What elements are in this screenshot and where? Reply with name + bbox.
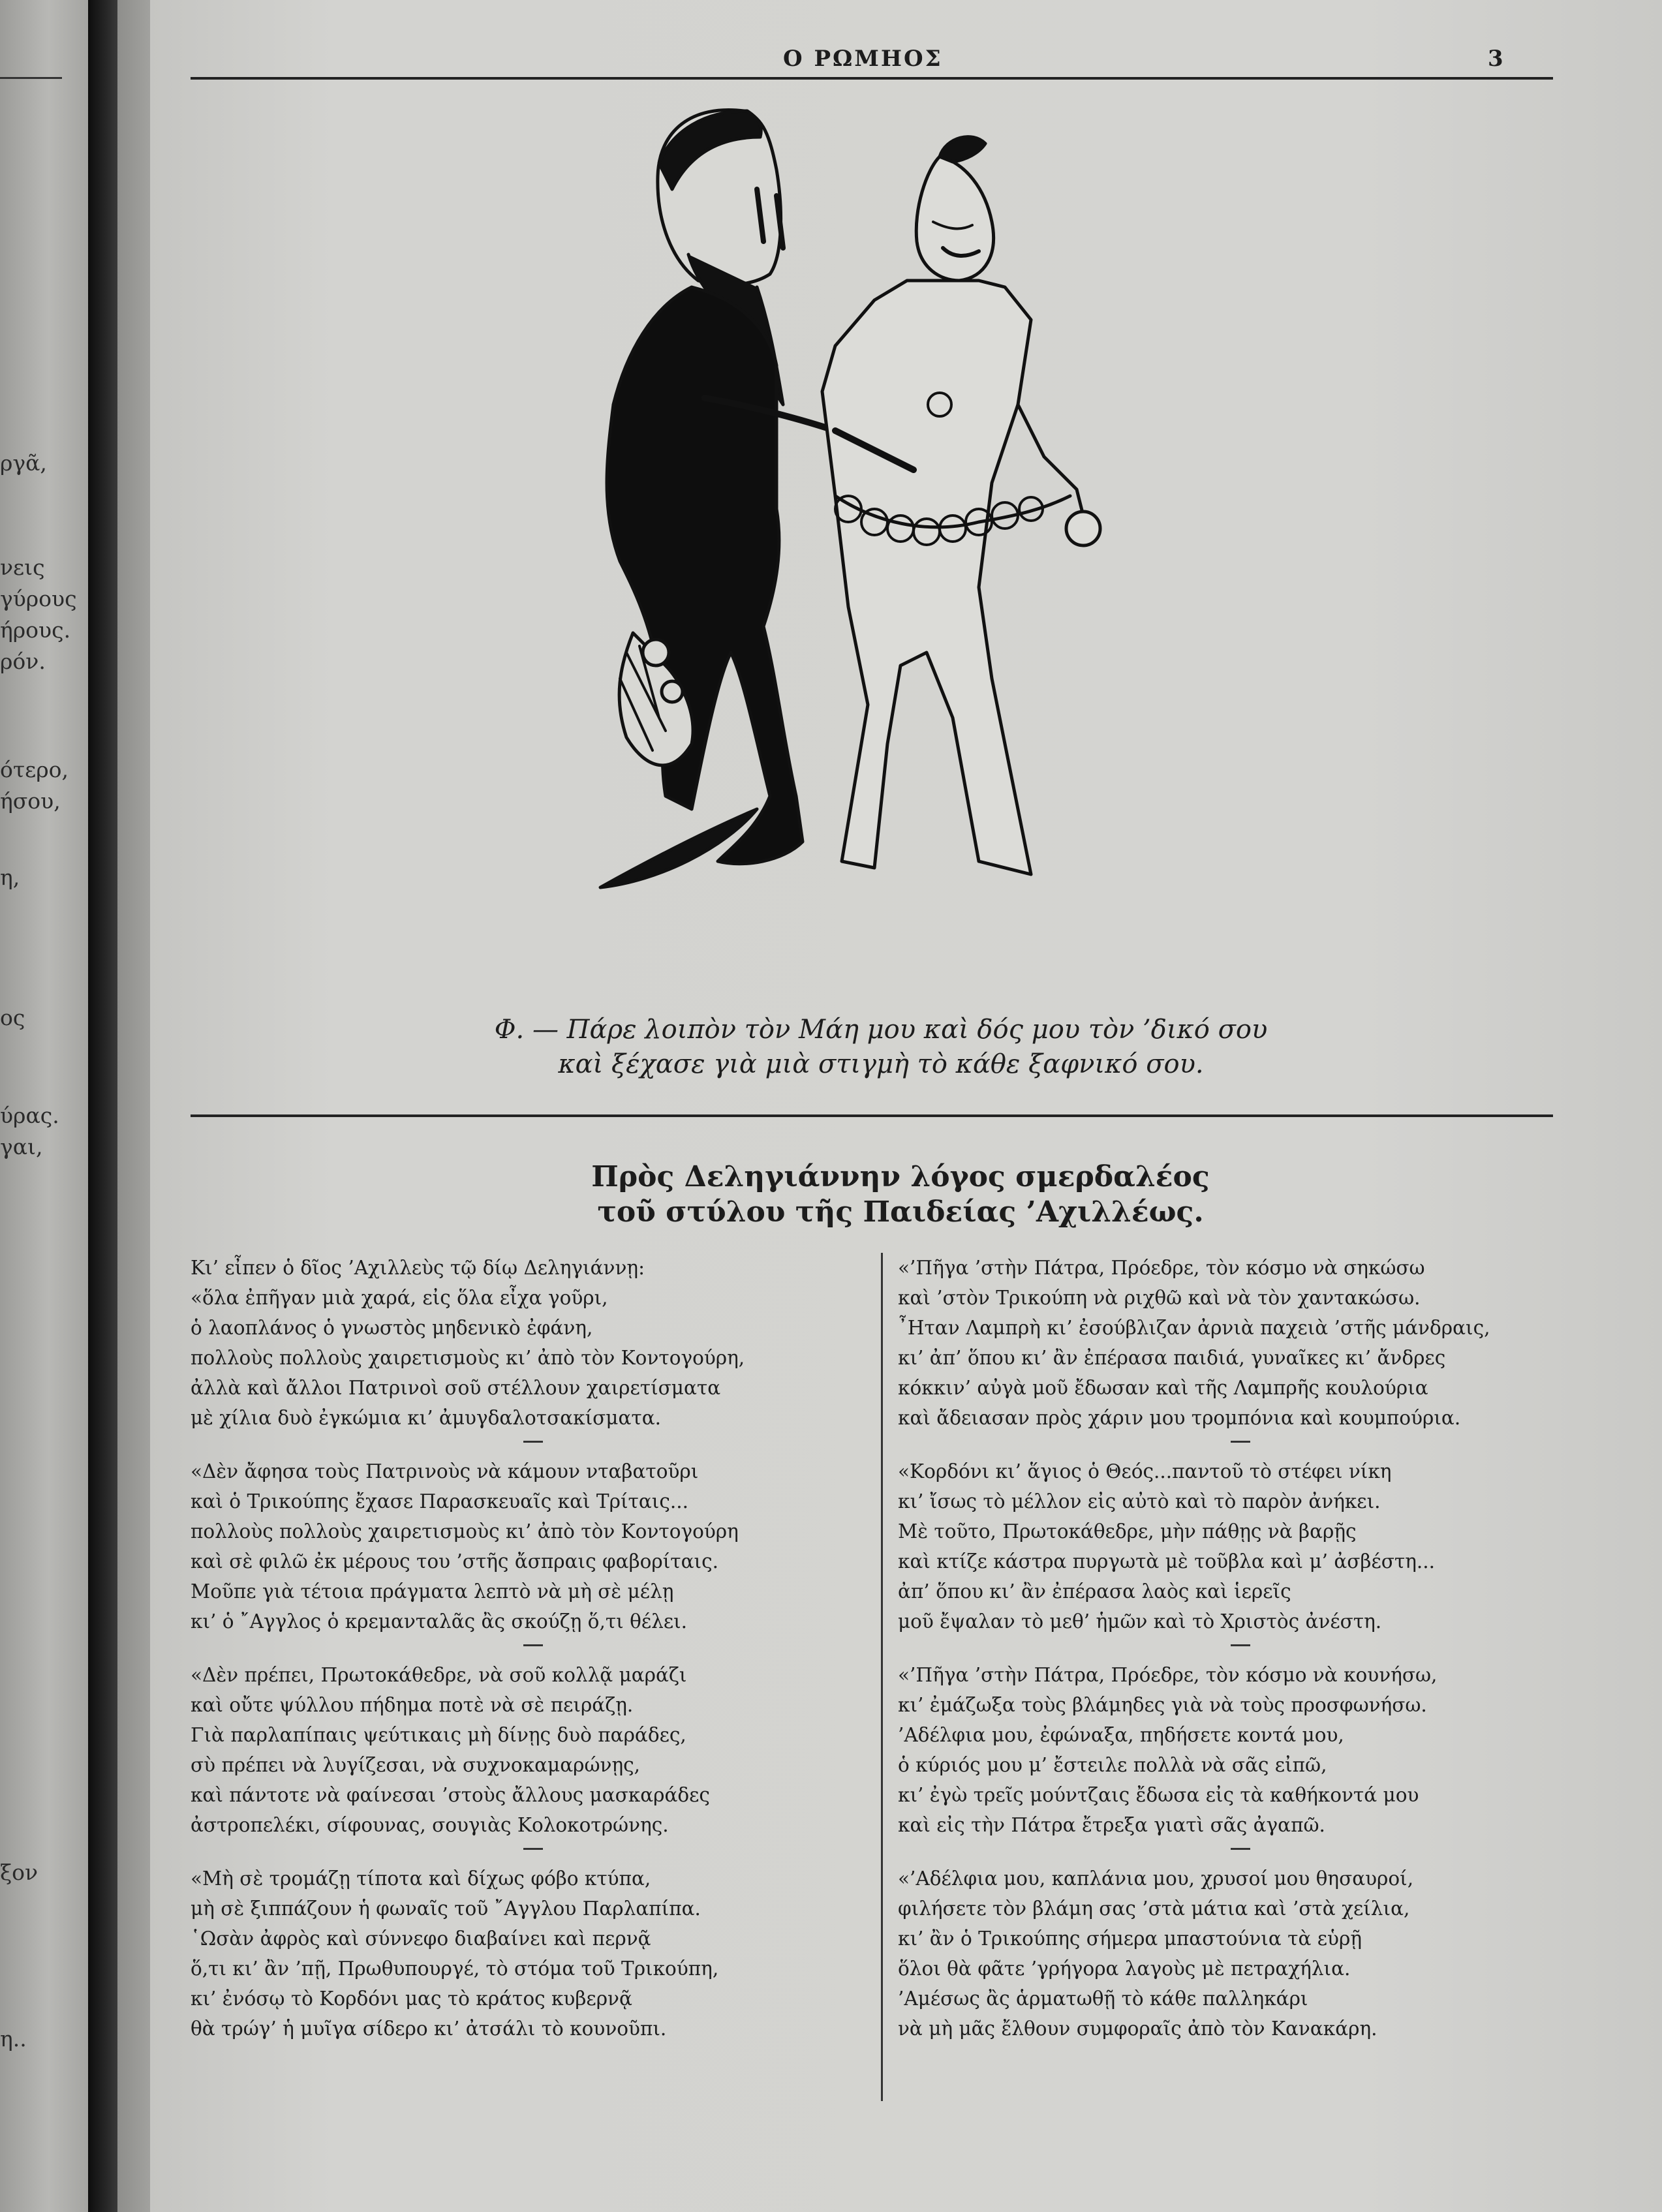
verse-line: «ὅλα ἐπῆγαν μιὰ χαρά, εἰς ὅλα εἶχα γοῦρι, bbox=[191, 1287, 608, 1309]
verse-line: σὺ πρέπει νὰ λυγίζεσαι, νὰ συχνοκαμαρώνῃς, bbox=[191, 1754, 641, 1776]
verse-line: ἀλλὰ καὶ ἄλλοι Πατρινοὶ σοῦ στέλλουν χαιρετίσματα bbox=[191, 1377, 721, 1399]
verse-line: ὁ λαοπλάνος ὁ γνωστὸς μηδενικὸ ἐφάνη, bbox=[191, 1317, 593, 1339]
book-spine-shadow bbox=[88, 0, 117, 2212]
facing-page-fragment: η, bbox=[0, 865, 20, 890]
facing-page-fragment: η.. bbox=[0, 2026, 27, 2051]
column-divider bbox=[881, 1253, 883, 2101]
verse-line: «Κορδόνι κι’ ἅγιος ὁ Θεός...παντοῦ τὸ στέφει νίκη bbox=[898, 1460, 1392, 1482]
verse-line: καὶ πάντοτε νὰ φαίνεσαι ’στοὺς ἄλλους μασκαράδες bbox=[191, 1784, 710, 1806]
stanza bbox=[191, 1660, 843, 1840]
verse-line: κόκκιν’ αὐγὰ μοῦ ἔδωσαν καὶ τῆς Λαμπρῆς κουλούρια bbox=[898, 1377, 1428, 1399]
verse-line: πολλοὺς πολλοὺς χαιρετισμοὺς κι’ ἀπὸ τὸν Κοντογούρη, bbox=[191, 1347, 745, 1369]
verse-line: «Μὴ σὲ τρομάζῃ τίποτα καὶ δίχως φόβο κτύπα, bbox=[191, 1867, 651, 1890]
stanza bbox=[898, 1456, 1577, 1636]
verse-line: ὅλοι θὰ φᾶτε ’γρήγορα λαγοὺς μὲ πετραχήλια. bbox=[898, 1958, 1351, 1980]
facing-page-edge bbox=[0, 0, 88, 2212]
verse-line: ’Αμέσως ἂς ἁρματωθῇ τὸ κάθε παλληκάρι bbox=[898, 1988, 1308, 2010]
facing-page-fragment: ήσου, bbox=[0, 788, 61, 814]
verse-line: κι’ ἂν ὁ Τρικούπης σήμερα μπαστούνια τὰ εὑρῇ bbox=[898, 1928, 1362, 1950]
verse-line: «Δὲν πρέπει, Πρωτοκάθεδρε, νὰ σοῦ κολλᾷ μαράζι bbox=[191, 1664, 687, 1686]
verse-line: θὰ τρώγ’ ἡ μυῖγα σίδερο κι’ ἀτσάλι τὸ κουνοῦπι. bbox=[191, 2018, 667, 2040]
verse-line: καὶ οὔτε ψύλλου πήδημα ποτὲ νὰ σὲ πειράζῃ. bbox=[191, 1694, 634, 1716]
verse-line: καὶ ’στὸν Τρικούπη νὰ ριχθῶ καὶ νὰ τὸν χαντακώσω. bbox=[898, 1287, 1421, 1309]
verse-line: κι’ ἀπ’ ὅπου κι’ ἂν ἐπέρασα παιδιά, γυναῖκες κι’ ἄνδρες bbox=[898, 1347, 1446, 1369]
stanza-separator bbox=[191, 1840, 843, 1864]
verse-line: ’Αδέλφια μου, ἐφώναξα, πηδήσετε κοντά μου, bbox=[898, 1724, 1344, 1746]
cartoon-caption-line-1: Φ. — Πάρε λοιπὸν τὸν Μάη μου καὶ δός μου τὸν ’δικό σου bbox=[494, 1015, 1268, 1045]
facing-page-fragment: ξον bbox=[0, 1860, 38, 1885]
verse-line: Μὲ τοῦτο, Πρωτοκάθεδρε, μὴν πάθῃς νὰ βαρῇς bbox=[898, 1520, 1357, 1543]
stanza bbox=[191, 1456, 843, 1636]
verse-line: «Δὲν ἄφησα τοὺς Πατρινοὺς νὰ κάμουν νταβατοῦρι bbox=[191, 1460, 699, 1482]
verse-line: κι’ ἐμάζωξα τοὺς βλάμηδες γιὰ νὰ τοὺς προσφωνήσω. bbox=[898, 1694, 1427, 1716]
verse-line: καὶ ἄδειασαν πρὸς χάριν μου τρομπόνια καὶ κουμπούρια. bbox=[898, 1407, 1461, 1429]
stanza-separator bbox=[191, 1433, 843, 1456]
cartoon-illustration bbox=[561, 91, 1227, 1005]
verse-line: «’Αδέλφια μου, καπλάνια μου, χρυσοί μου θησαυροί, bbox=[898, 1867, 1414, 1890]
stanza-separator bbox=[898, 1636, 1577, 1660]
facing-page-fragment: γύρους bbox=[0, 586, 77, 611]
cartoon-figure-right bbox=[822, 137, 1100, 874]
stanza bbox=[191, 1864, 843, 2044]
verse-line: Κι’ εἶπεν ὁ δῖος ’Αχιλλεὺς τῷ δίῳ Δεληγιάννῃ: bbox=[191, 1257, 645, 1279]
facing-page-header-rule bbox=[0, 77, 62, 79]
facing-page-fragment: ότερο, bbox=[0, 757, 69, 782]
verse-line: ὁ κύριός μου μ’ ἔστειλε πολλὰ νὰ σᾶς εἰπῶ, bbox=[898, 1754, 1327, 1776]
verse-line: μοῦ ἔψαλαν τὸ μεθ’ ἡμῶν καὶ τὸ Χριστὸς ἀνέστη. bbox=[898, 1610, 1382, 1633]
stanza bbox=[898, 1660, 1577, 1840]
verse-line: κι’ ἐγὼ τρεῖς μούντζαις ἔδωσα εἰς τὰ καθήκοντά μου bbox=[898, 1784, 1419, 1806]
verse-line: πολλοὺς πολλοὺς χαιρετισμοὺς κι’ ἀπὸ τὸν Κοντογούρη bbox=[191, 1520, 739, 1543]
verse-line: καὶ σὲ φιλῶ ἐκ μέρους του ’στῆς ἄσπραις φαβορίταις. bbox=[191, 1550, 719, 1573]
verse-line: κι’ ἴσως τὸ μέλλον εἰς αὐτὸ καὶ τὸ παρὸν ἀνήκει. bbox=[898, 1490, 1381, 1513]
verse-line: «’Πῆγα ’στὴν Πάτρα, Πρόεδρε, τὸν κόσμο νὰ σηκώσω bbox=[898, 1257, 1425, 1279]
verse-line: καὶ εἰς τὴν Πάτρα ἔτρεξα γιατὶ σᾶς ἀγαπῶ. bbox=[898, 1814, 1325, 1836]
stanza-separator bbox=[898, 1433, 1577, 1456]
cartoon-figure-left bbox=[600, 110, 835, 887]
facing-page-fragment: νεις bbox=[0, 555, 45, 580]
page-number: 3 bbox=[1488, 46, 1503, 72]
section-rule bbox=[191, 1114, 1553, 1117]
poem-column-left bbox=[191, 1253, 843, 2044]
facing-page-fragment: γαι, bbox=[0, 1134, 43, 1160]
verse-line: μὴ σὲ ξιππάζουν ἡ φωναῖς τοῦ ῎Αγγλου Παρλαπίπα. bbox=[191, 1897, 701, 1920]
verse-line: ῏Ηταν Λαμπρὴ κι’ ἐσούβλιζαν ἀρνιὰ παχειὰ ’στῆς μάνδραις, bbox=[898, 1317, 1490, 1339]
facing-page-fragment: ος bbox=[0, 1005, 25, 1030]
facing-page-fragment: ργᾶ, bbox=[0, 450, 47, 476]
cartoon-caption-line-2: καὶ ξέχασε γιὰ μιὰ στιγμὴ τὸ κάθε ξαφνικό σου. bbox=[558, 1049, 1204, 1079]
facing-page-fragment: ρόν. bbox=[0, 649, 46, 674]
stanza bbox=[898, 1864, 1577, 2044]
verse-line: καὶ κτίζε κάστρα πυργωτὰ μὲ τοῦβλα καὶ μ’ ἀσβέστη... bbox=[898, 1550, 1436, 1573]
verse-line: Μοῦπε γιὰ τέτοια πράγματα λεπτὸ νὰ μὴ σὲ μέλῃ bbox=[191, 1580, 674, 1603]
poem-column-right bbox=[898, 1253, 1577, 2044]
verse-line: ὅ,τι κι’ ἂν ’πῇ, Πρωθυπουργέ, τὸ στόμα τοῦ Τρικούπη, bbox=[191, 1958, 719, 1980]
verse-line: καὶ ὁ Τρικούπης ἔχασε Παρασκευαῖς καὶ Τρίταις... bbox=[191, 1490, 688, 1513]
verse-line: ἀπ’ ὅπου κι’ ἂν ἐπέρασα λαὸς καὶ ἱερεῖς bbox=[898, 1580, 1291, 1603]
verse-line: νὰ μὴ μᾶς ἔλθουν συμφοραῖς ἀπὸ τὸν Κανακάρη. bbox=[898, 2018, 1377, 2040]
masthead-title: Ο ΡΩΜΗΟΣ bbox=[783, 46, 943, 72]
verse-line: κι’ ἐνόσῳ τὸ Κορδόνι μας τὸ κράτος κυβερνᾷ bbox=[191, 1988, 632, 2010]
verse-line: Γιὰ παρλαπίπαις ψεύτικαις μὴ δίνῃς δυὸ παράδες, bbox=[191, 1724, 686, 1746]
header-rule bbox=[191, 77, 1553, 80]
stanza-separator bbox=[191, 1636, 843, 1660]
facing-page-fragment: ήρους. bbox=[0, 617, 71, 643]
verse-line: ῾Ωσὰν ἀφρὸς καὶ σύννεφο διαβαίνει καὶ περνᾷ bbox=[191, 1928, 651, 1950]
verse-line: κι’ ὁ ῎Αγγλος ὁ κρεμανταλᾶς ἂς σκούζῃ ὅ,τι θέλει. bbox=[191, 1610, 688, 1633]
stanza bbox=[191, 1253, 843, 1433]
verse-line: μὲ χίλια δυὸ ἐγκώμια κι’ ἀμυγδαλοτσακίσματα. bbox=[191, 1407, 661, 1429]
verse-line: φιλήσετε τὸν βλάμη σας ’στὰ μάτια καὶ ’στὰ χείλια, bbox=[898, 1897, 1410, 1920]
article-title-line-2: τοῦ στύλου τῆς Παιδείας ’Αχιλλέως. bbox=[597, 1195, 1204, 1229]
stanza bbox=[898, 1253, 1577, 1433]
stanza-separator bbox=[898, 1840, 1577, 1864]
verse-line: «’Πῆγα ’στὴν Πάτρα, Πρόεδρε, τὸν κόσμο νὰ κουνήσω, bbox=[898, 1664, 1438, 1686]
article-title-line-1: Πρὸς Δεληγιάννην λόγος σμερδαλέος bbox=[591, 1160, 1210, 1193]
verse-line: ἀστροπελέκι, σίφουνας, σουγιὰς Κολοκοτρώνης. bbox=[191, 1814, 669, 1836]
facing-page-fragment: ύρας. bbox=[0, 1103, 59, 1128]
